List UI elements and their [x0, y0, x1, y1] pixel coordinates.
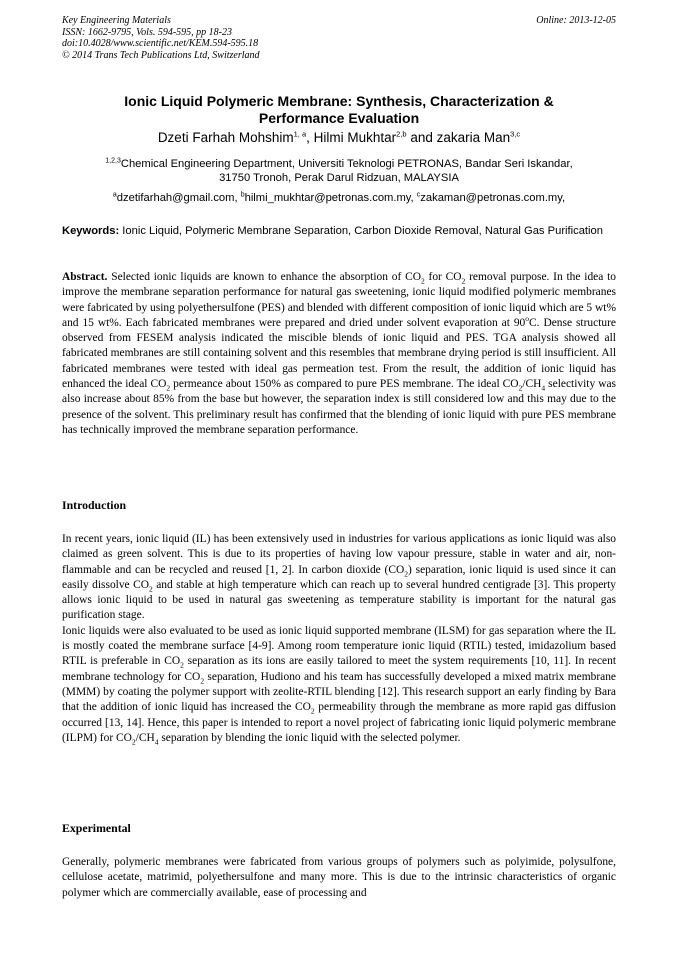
intro-text: ) separation, ionic liquid is used since it can easily dissolve CO [62, 563, 616, 591]
intro-text: permeability through the membrane as more rapid gas diffusion occurred [13, 14]. Hence, this paper is intended to report a novel project of fabricating ionic liquid polymeric membrane (ILPM) for CO [62, 701, 616, 744]
experimental-body [62, 855, 616, 901]
intro-text: Ionic liquids were also evaluated to be used as ionic liquid supported membrane (ILSM) for gas separation where the IL is mostly coated the membrane surface [4-9]. Among room temperature ionic liquid (RTIL) tested, imidazolium based RTIL is preferable in CO [62, 624, 616, 668]
affiliation-line-1: Chemical Engineering Department, Universiti Teknologi PETRONAS, Bandar Seri Iskandar, [120, 158, 573, 170]
author-2: , Hilmi Mukhtar [306, 130, 397, 145]
abstract-text: /CH [522, 378, 542, 391]
email-c[interactable]: zakaman@petronas.com.my, [420, 192, 566, 204]
subscript: 2 [461, 276, 466, 286]
email-b-sup: b [240, 191, 245, 199]
intro-paragraph-1 [62, 532, 616, 624]
abstract [62, 270, 616, 438]
author-1: Dzeti Farhah Mohshim [157, 130, 294, 145]
abstract-text: Selected ionic liquids are known to enhance the absorption of CO [107, 271, 421, 283]
abstract-label: Abstract. [62, 271, 108, 283]
affiliation [62, 157, 616, 185]
subscript: 2 [131, 737, 136, 747]
title-line-1: Ionic Liquid Polymeric Membrane: Synthesis, Characterization & [124, 93, 554, 109]
abstract-text: permeance about 150% as compared to pure PES membrane. The ideal CO [170, 378, 519, 391]
experimental-paragraph-1: Generally, polymeric membranes were fabricated from various groups of polymers such as polyimide, polysulfone, cellulose acetate, matrimid, polyethersulfone and many more. This is due to the intrinsic characteristics of organic polymer which are commercially available, ease of processing and [62, 856, 616, 899]
experimental-heading: Experimental [62, 821, 131, 835]
intro-text: /CH [135, 731, 155, 744]
intro-text: separation, Hudiono and his team has successfully developed a mixed matrix membrane (MMM) by coating the polymer support with zeolite-RTIL blending [12]. This research support an early finding by Bara that the addition of ionic liquid has increased the CO [62, 670, 616, 714]
email-a-sup: a [112, 191, 117, 199]
abstract-text: C. Dense structure observed from FESEM analysis indicated the miscible blends of ionic liquid and PES. TGA analysis showed all fabricated membranes are still containing solvent and this resembles that membrane drying period is still insufficient. All fabricated membranes were tested with ideal gas permeation test. From the result, the addition of ionic liquid has enhanced the ideal CO [62, 316, 616, 391]
subscript: 2 [310, 706, 315, 716]
keywords [62, 224, 616, 238]
intro-paragraph-2 [62, 624, 616, 746]
intro-text: separation as its ions are easily tailored to meet the system requirements [10, 11]. In recent membrane technology for CO [62, 655, 616, 683]
subscript: 4 [541, 383, 546, 393]
email-list [62, 191, 616, 205]
intro-text: In recent years, ionic liquid (IL) has been extensively used in industries for various applications as ionic liquid was also claimed as green solvent. This is due to its properties of having low vapour pressure, stable in water and air, non-flammable and can be recycled and reused [1, 2]. In carbon dioxide (CO [62, 533, 616, 576]
paper-title [62, 93, 616, 127]
author-1-sup: 1, a [293, 129, 307, 139]
author-2-sup: 2,b [396, 129, 407, 139]
affiliation-sup: 1,2,3 [105, 157, 121, 165]
keywords-label: Keywords: [62, 225, 120, 237]
author-3: and zakaria Man [406, 130, 511, 145]
degree-sup: o [525, 314, 530, 324]
intro-text: separation by blending the ionic liquid with the selected polymer. [158, 731, 461, 744]
journal-header [62, 15, 392, 61]
abstract-text: removal purpose. In the idea to improve the membrane separation performance for natural gas sweetening, ionic liquid modified polymeric membranes were fabricated by using polyethersulfone (PES) and blended with different composition of ionic liquid which are 5 wt% and 15 wt%. Each fabricated membranes were prepared and dried under solvent evaporation at 90 [62, 271, 616, 329]
journal-doi[interactable]: doi:10.4028/www.scientific.net/KEM.594-595.18 [62, 38, 259, 49]
affiliation-line-2: 31750 Tronoh, Perak Darul Ridzuan, MALAYSIA [219, 172, 459, 184]
subscript: 2 [518, 383, 523, 393]
online-date: Online: 2013-12-05 [536, 15, 616, 26]
journal-issn: ISSN: 1662-9795, Vols. 594-595, pp 18-23 [62, 26, 232, 38]
subscript: 2 [148, 584, 153, 594]
subscript: 4 [154, 737, 159, 747]
intro-text: and stable at high temperature which can reach up to several hundred centigrade [3]. This property allows ionic liquid to be used in natural gas sweetening as temperature stability is important for the natural gas purification stage. [62, 578, 616, 622]
journal-name: Key Engineering Materials [62, 15, 171, 26]
introduction-heading: Introduction [62, 498, 127, 512]
abstract-text: for CO [424, 271, 462, 283]
keywords-text: Ionic Liquid, Polymeric Membrane Separation, Carbon Dioxide Removal, Natural Gas Purification [119, 225, 603, 237]
title-line-2: Performance Evaluation [258, 110, 420, 126]
abstract-text: selectivity was also increase about 85% from the base but however, the separation index is still considered low and this may due to the presence of the solvent. This preliminary result has confirmed that the blending of ionic liquid with pure PES membrane has technically improved the membrane separation performance. [62, 378, 617, 436]
author-3-sup: 3,c [510, 129, 521, 139]
subscript: 2 [404, 568, 409, 578]
author-list [62, 130, 616, 146]
email-b[interactable]: hilmi_mukhtar@petronas.com.my, [244, 192, 417, 204]
journal-copyright: © 2014 Trans Tech Publications Ltd, Switzerland [62, 49, 260, 61]
introduction-body [62, 532, 616, 746]
subscript: 2 [166, 383, 171, 393]
subscript: 2 [180, 660, 184, 670]
subscript: 2 [420, 276, 425, 286]
subscript: 2 [200, 675, 205, 685]
email-c-sup: c [416, 191, 421, 199]
email-a[interactable]: dzetifarhah@gmail.com, [116, 192, 241, 204]
